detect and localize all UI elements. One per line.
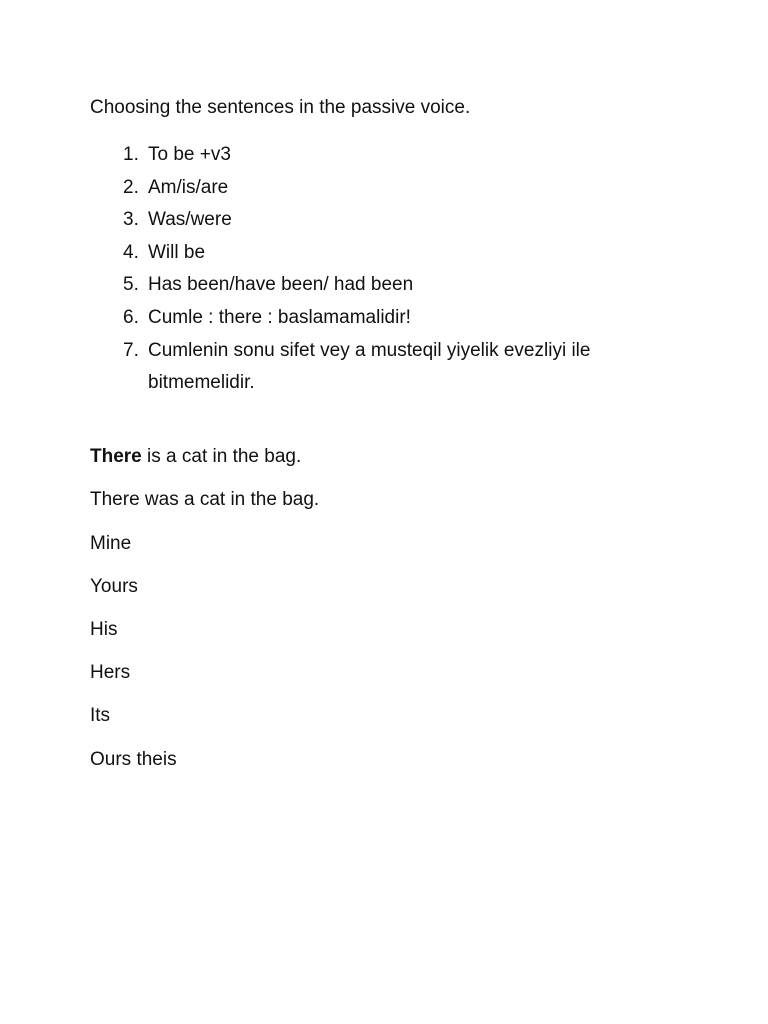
list-number: 6. (123, 306, 139, 328)
example-sentence-1 (90, 445, 301, 469)
pronoun-line: His (90, 619, 118, 640)
list-number: 3. (123, 209, 139, 231)
list-number: 5. (123, 274, 139, 296)
pronoun-line: Mine (90, 533, 132, 554)
list-item (123, 302, 683, 335)
list-item-text: To be +v3 (148, 144, 231, 165)
list-item-text: Will be (148, 241, 206, 263)
list-number: 1. (123, 144, 139, 165)
pronoun-line: Ours theis (90, 749, 177, 770)
rules-list (123, 139, 683, 400)
list-item-text: Has been/have been/ had been (148, 274, 414, 296)
list-item-text: Am/is/are (148, 176, 229, 198)
example-sentence-2: There was a cat in the bag. (90, 489, 320, 510)
list-item (123, 204, 683, 237)
list-number: 7. (123, 339, 139, 361)
list-item-text: Was/were (148, 209, 232, 231)
list-item-text: Cumle : there : baslamamalidir! (148, 306, 411, 328)
list-item (123, 335, 668, 400)
pronoun-line: Its (90, 705, 111, 726)
pronoun-line: Yours (90, 576, 138, 597)
list-number: 2. (123, 176, 139, 198)
list-item (123, 237, 683, 270)
pronoun-line: Hers (90, 662, 131, 683)
list-item (123, 139, 683, 172)
example-bold-word: There (90, 446, 142, 467)
list-item-text: Cumlenin sonu sifet vey a musteqil yiyelik evezliyi ile bitmemelidir. (148, 339, 591, 394)
list-item (123, 269, 683, 302)
list-number: 4. (123, 241, 139, 263)
example-sentence-1-rest: is a cat in the bag. (141, 446, 302, 467)
document-heading: Choosing the sentences in the passive voice. (90, 97, 471, 118)
list-item (123, 172, 683, 205)
